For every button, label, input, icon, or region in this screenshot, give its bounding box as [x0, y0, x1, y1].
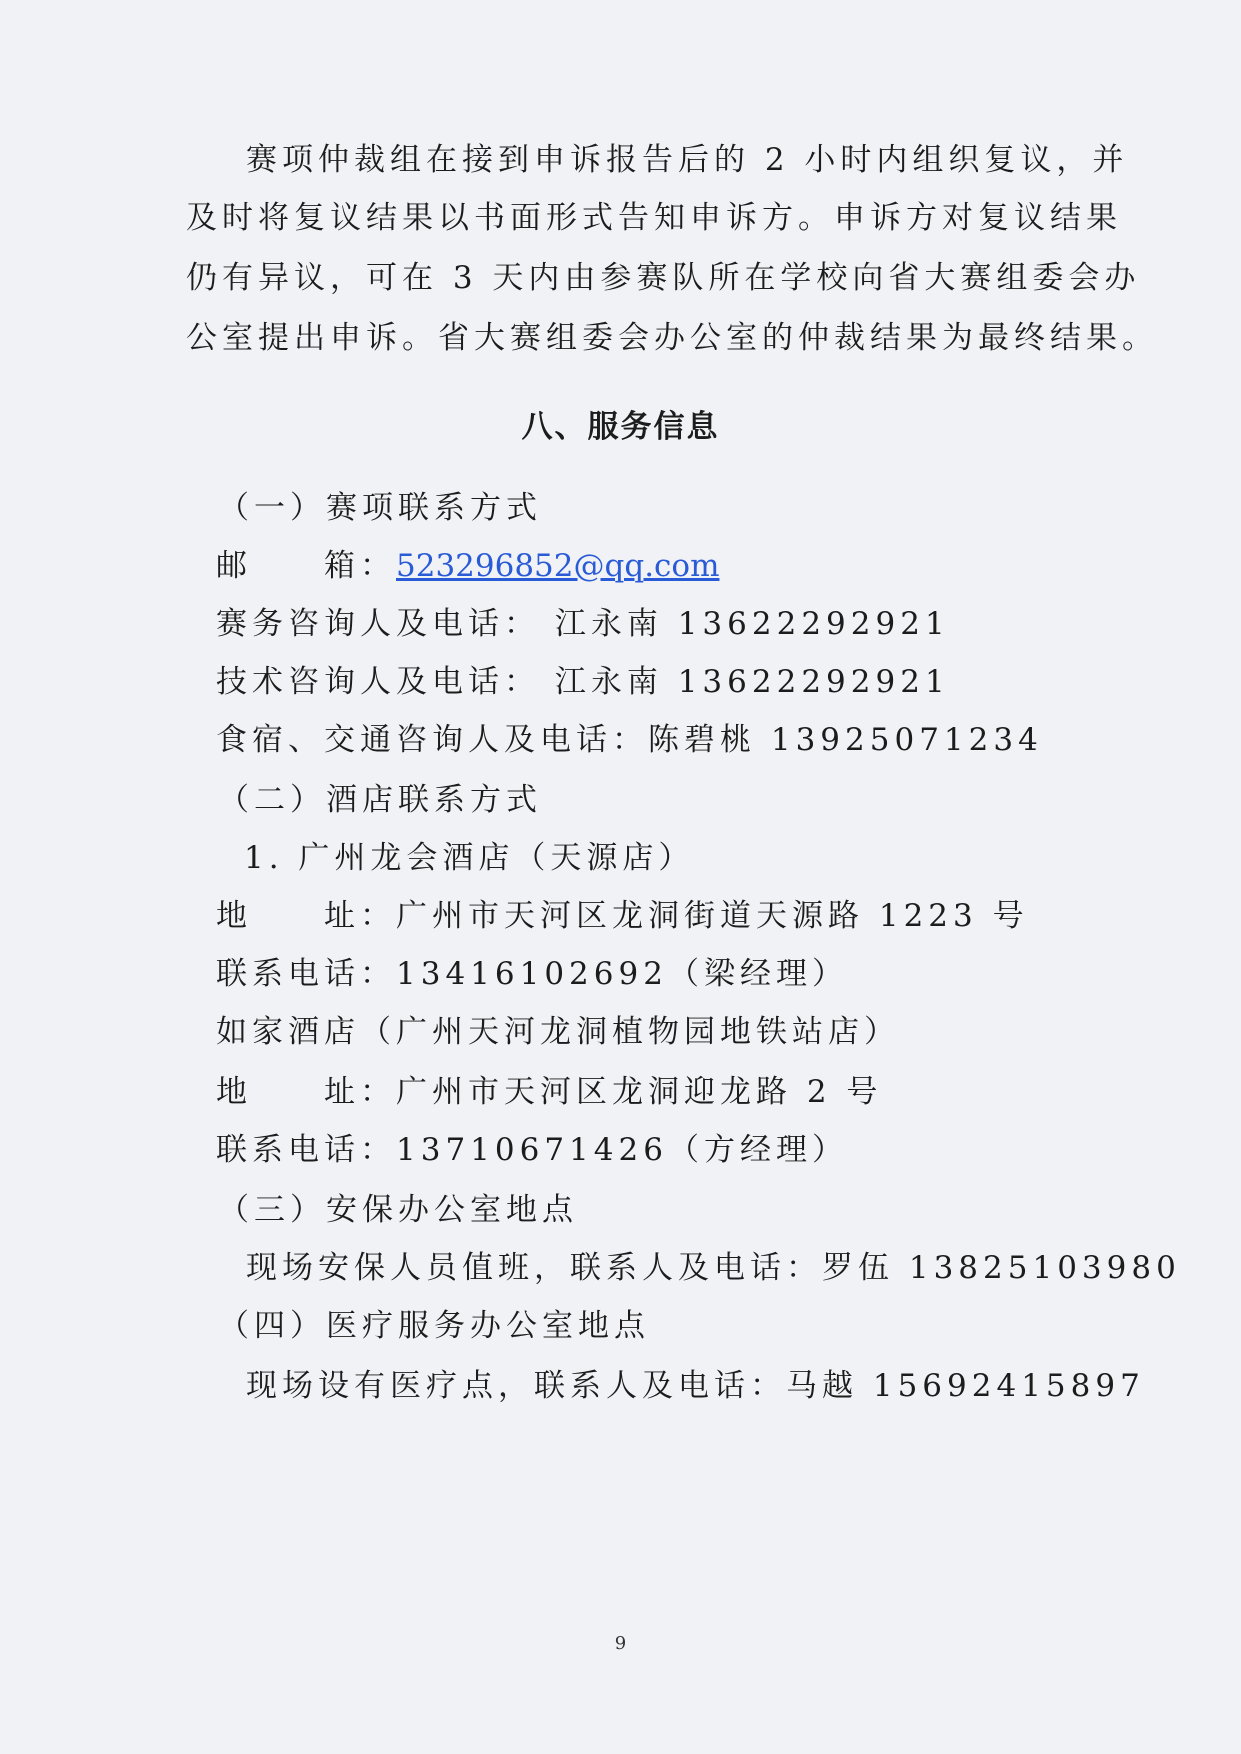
hotel1-address: 地 址：广州市天河区龙洞街道天源路 1223 号 — [216, 898, 1029, 934]
hotels-heading: （二）酒店联系方式 — [218, 782, 542, 818]
email-label: 邮 箱： — [216, 548, 396, 584]
section-title: 八、服务信息 — [521, 409, 720, 445]
affairs-contact: 赛务咨询人及电话： 江永南 13622292921 — [216, 606, 950, 642]
hotel1-name: 1. 广州龙会酒店（天源店） — [244, 840, 695, 876]
paragraph-line-3: 仍有异议，可在 3 天内由参赛队所在学校向省大赛组委会办 — [186, 260, 1141, 296]
email-link[interactable]: 523296852@qq.com — [396, 548, 720, 584]
paragraph-line-1: 赛项仲裁组在接到申诉报告后的 2 小时内组织复议，并 — [246, 142, 1129, 178]
security-heading: （三）安保办公室地点 — [218, 1192, 578, 1228]
medical-heading: （四）医疗服务办公室地点 — [218, 1308, 650, 1344]
hotel2-address: 地 址：广州市天河区龙洞迎龙路 2 号 — [216, 1074, 883, 1110]
tech-contact: 技术咨询人及电话： 江永南 13622292921 — [216, 664, 950, 700]
medical-text: 现场设有医疗点，联系人及电话：马越 15692415897 — [246, 1368, 1145, 1404]
food-transport-contact: 食宿、交通咨询人及电话：陈碧桃 13925071234 — [216, 722, 1043, 758]
paragraph-line-4: 公室提出申诉。省大赛组委会办公室的仲裁结果为最终结果。 — [186, 320, 1158, 356]
paragraph-line-2: 及时将复议结果以书面形式告知申诉方。申诉方对复议结果 — [186, 200, 1122, 236]
contact-heading: （一）赛项联系方式 — [218, 490, 542, 526]
email-row — [216, 546, 719, 586]
hotel1-phone: 联系电话：13416102692（梁经理） — [216, 956, 848, 992]
security-text: 现场安保人员值班，联系人及电话：罗伍 13825103980 — [246, 1250, 1181, 1286]
page-number: 9 — [614, 1633, 627, 1654]
hotel2-phone: 联系电话：13710671426（方经理） — [216, 1132, 848, 1168]
hotel2-name: 如家酒店（广州天河龙洞植物园地铁站店） — [216, 1014, 900, 1050]
